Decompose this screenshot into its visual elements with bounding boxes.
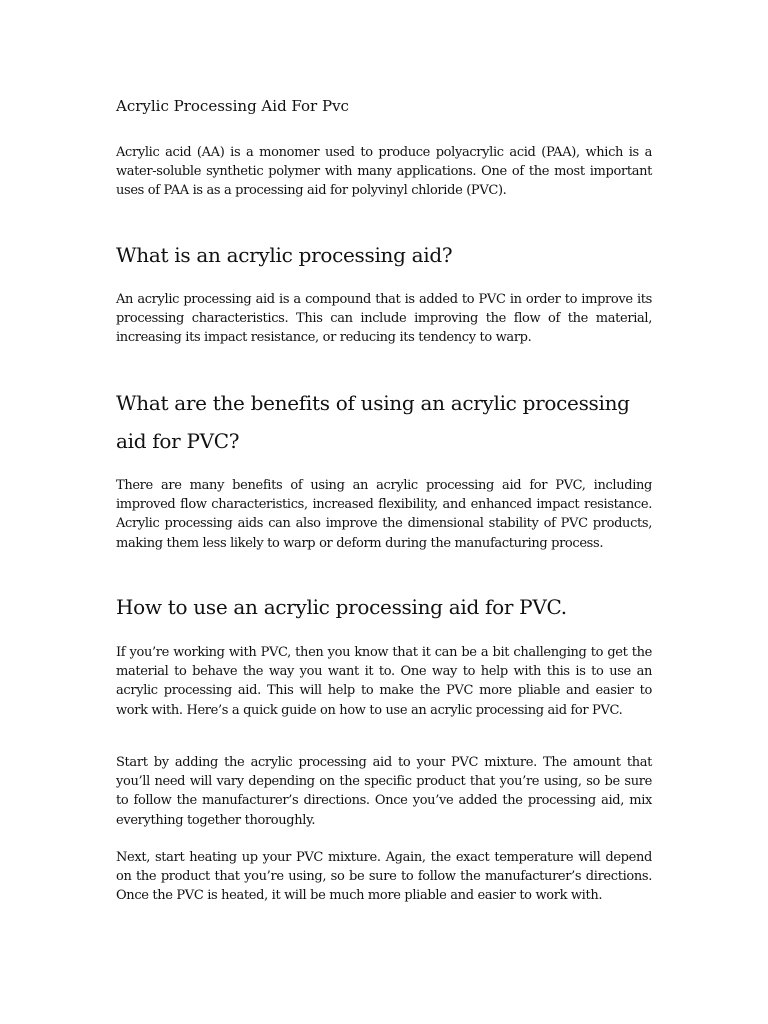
section-heading-how-to-use: How to use an acrylic processing aid for PVC. <box>116 595 567 619</box>
section-paragraph-how-to-use-2: Start by adding the acrylic processing aid to your PVC mixture. The amount that you’ll need will vary depending on the specific product that you’re using, so be sure to follow the manufacturer’s directions. Once you’ve added the processing aid, mix everything together thoroughly. <box>116 755 652 828</box>
section-paragraph-how-to-use-1: If you’re working with PVC, then you know that it can be a bit challenging to get the material to behave the way you want it to. One way to help with this is to use an acrylic processing aid. This will help to make the PVC more pliable and easier to work with. Here’s a quick guide on how to use an acrylic processing aid for PVC. <box>116 645 652 718</box>
intro-paragraph: Acrylic acid (AA) is a monomer used to produce polyacrylic acid (PAA), which is a water-soluble synthetic polymer with many applications. One of the most important uses of PAA is as a processing aid for polyvinyl chloride (PVC). <box>116 145 652 199</box>
document-title: Acrylic Processing Aid For Pvc <box>116 97 349 115</box>
section-heading-benefits: What are the benefits of using an acrylic processing aid for PVC? <box>116 391 630 453</box>
section-paragraph-what-is: An acrylic processing aid is a compound that is added to PVC in order to improve its processing characteristics. This can include improving the flow of the material, increasing its impact resistance, or reducing its tendency to warp. <box>116 292 652 346</box>
section-paragraph-benefits: There are many benefits of using an acrylic processing aid for PVC, including improved flow characteristics, increased flexibility, and enhanced impact resistance. Acrylic processing aids can also improve the dimensional stability of PVC products, making them less likely to warp or deform during the manufacturing process. <box>116 478 652 551</box>
section-heading-what-is: What is an acrylic processing aid? <box>116 243 453 267</box>
section-paragraph-how-to-use-3: Next, start heating up your PVC mixture. Again, the exact temperature will depend on the product that you’re using, so be sure to follow the manufacturer’s directions. Once the PVC is heated, it will be much more pliable and easier to work with. <box>116 850 652 904</box>
